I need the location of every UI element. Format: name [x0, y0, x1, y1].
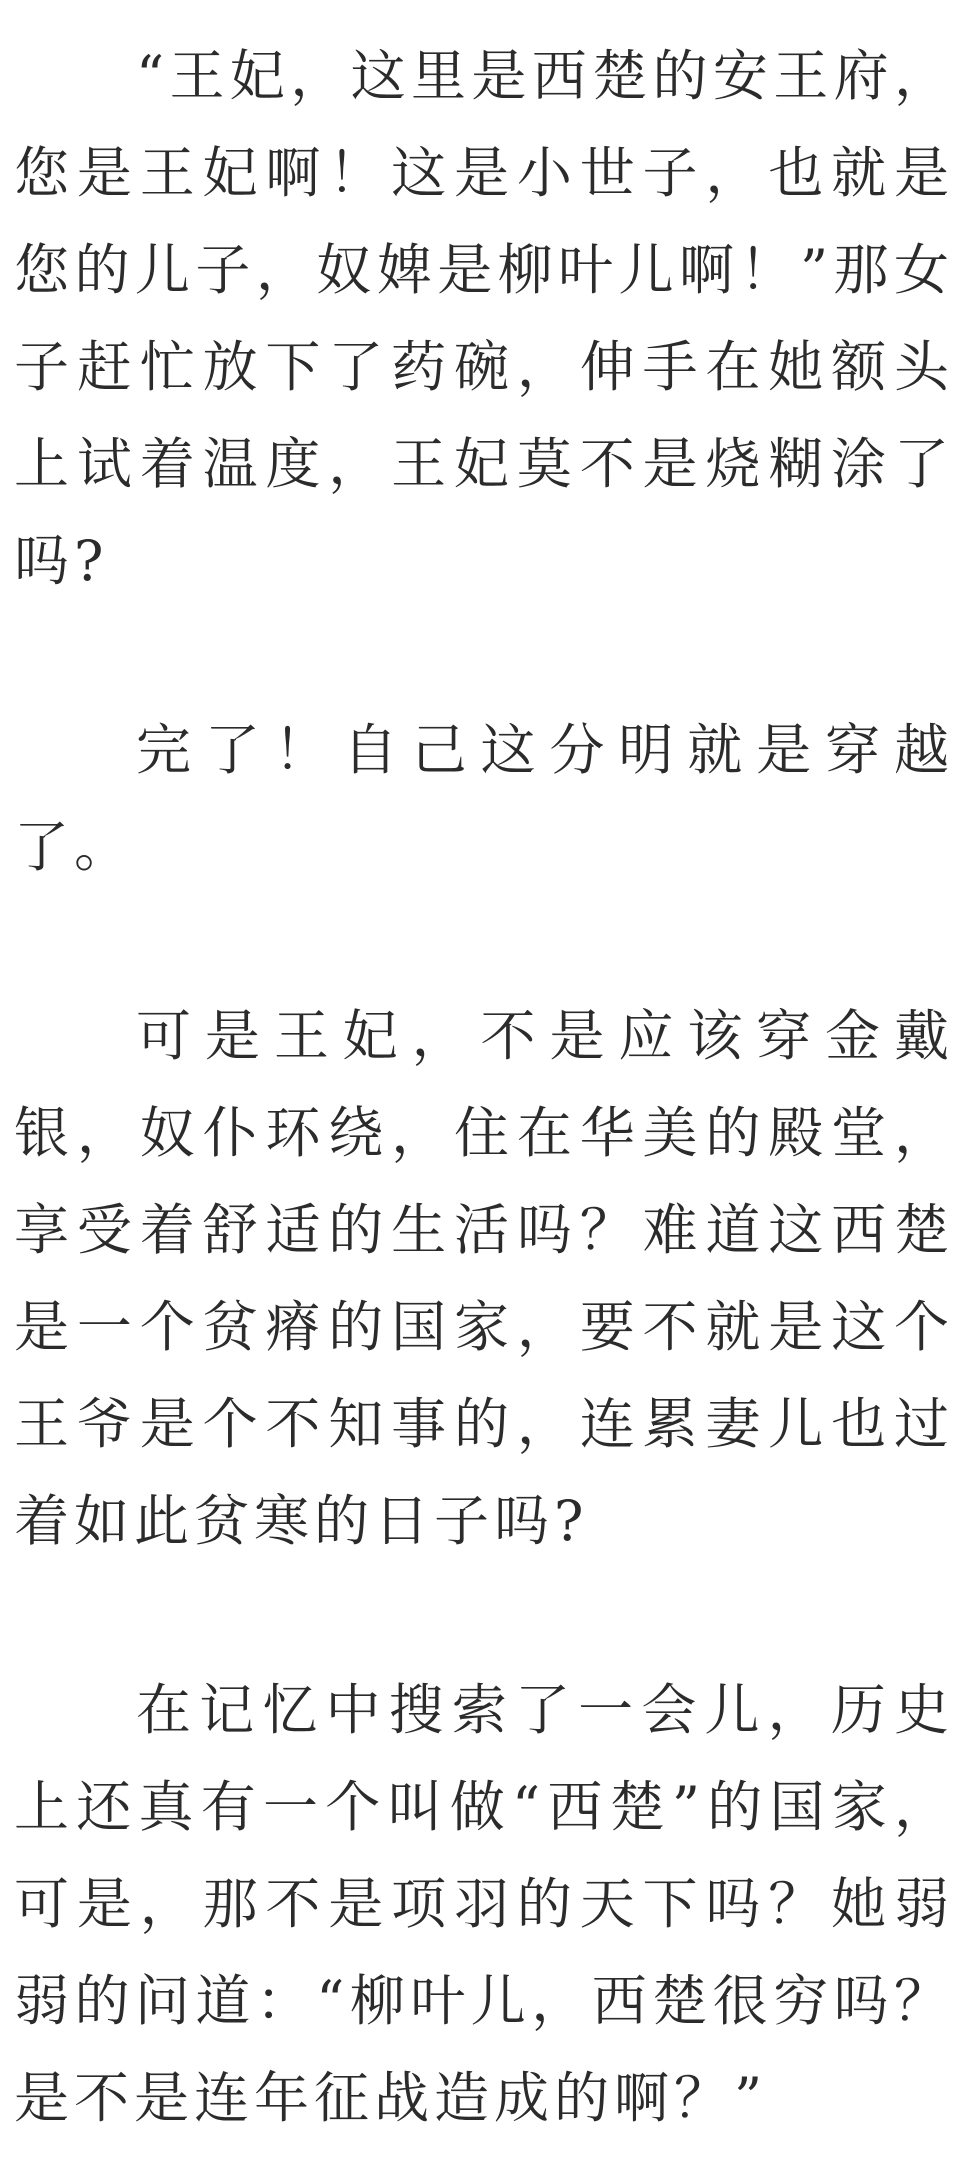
paragraph-1: “王妃，这里是西楚的安王府，您是王妃啊！这是小世子，也就是您的儿子，奴婢是柳叶儿啊！”那女子赶忙放下了药碗，伸手在她额头上试着温度，王妃莫不是烧糊涂了吗? [14, 44, 954, 593]
paragraph-2: 完了！自己这分明就是穿越了。 [14, 718, 954, 879]
article-body [14, 28, 954, 2147]
paragraph-4: 在记忆中搜索了一会儿，历史上还真有一个叫做“西楚”的国家，可是，那不是项羽的天下吗？她弱弱的问道：“柳叶儿，西楚很穷吗？是不是连年征战造成的啊？” [14, 1678, 954, 2130]
paragraph-3: 可是王妃，不是应该穿金戴银，奴仆环绕，住在华美的殿堂，享受着舒适的生活吗？难道这西楚是一个贫瘠的国家，要不就是这个王爷是个不知事的，连累妻儿也过着如此贫寒的日子吗? [14, 1004, 954, 1553]
